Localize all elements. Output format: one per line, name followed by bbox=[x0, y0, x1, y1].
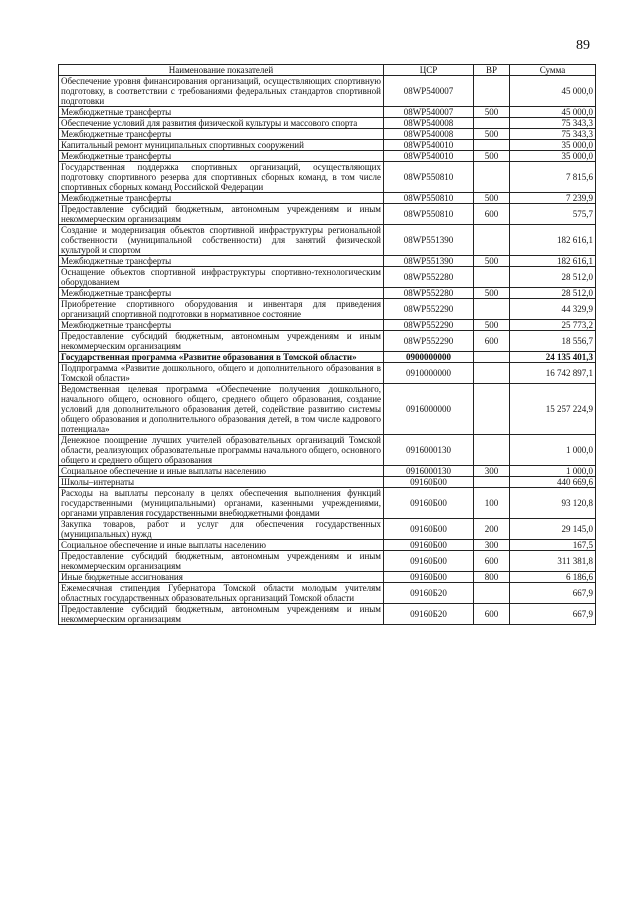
cell-vr: 600 bbox=[474, 331, 510, 352]
table-row bbox=[59, 551, 596, 572]
cell-name: Социальное обеспечение и иные выплаты населению bbox=[59, 466, 384, 477]
cell-vr: 300 bbox=[474, 466, 510, 477]
table-row bbox=[59, 140, 596, 151]
table-row bbox=[59, 519, 596, 540]
cell-sum: 28 512,0 bbox=[510, 288, 596, 299]
cell-vr bbox=[474, 225, 510, 256]
table-row bbox=[59, 118, 596, 129]
cell-sum: 93 120,8 bbox=[510, 488, 596, 519]
cell-name: Иные бюджетные ассигнования bbox=[59, 572, 384, 583]
table-row bbox=[59, 193, 596, 204]
cell-sum: 28 512,0 bbox=[510, 267, 596, 288]
cell-vr: 500 bbox=[474, 151, 510, 162]
table-row bbox=[59, 352, 596, 363]
cell-vr bbox=[474, 352, 510, 363]
cell-code: 08WP540008 bbox=[384, 129, 474, 140]
cell-vr bbox=[474, 363, 510, 384]
cell-sum: 44 329,9 bbox=[510, 299, 596, 320]
cell-name: Межбюджетные трансферты bbox=[59, 151, 384, 162]
cell-code: 09160Б00 bbox=[384, 540, 474, 551]
cell-name: Межбюджетные трансферты bbox=[59, 320, 384, 331]
cell-sum: 29 145,0 bbox=[510, 519, 596, 540]
cell-vr: 600 bbox=[474, 604, 510, 625]
header-code: ЦСР bbox=[384, 65, 474, 76]
cell-vr: 200 bbox=[474, 519, 510, 540]
cell-vr: 500 bbox=[474, 256, 510, 267]
cell-code: 08WP551390 bbox=[384, 256, 474, 267]
cell-name: Подпрограмма «Развитие дошкольного, общего и дополнительного образования в Томской области» bbox=[59, 363, 384, 384]
cell-code: 09160Б20 bbox=[384, 604, 474, 625]
cell-vr: 600 bbox=[474, 551, 510, 572]
table-row bbox=[59, 151, 596, 162]
cell-vr: 500 bbox=[474, 129, 510, 140]
cell-name: Обеспечение условий для развития физической культуры и массового спорта bbox=[59, 118, 384, 129]
table-row bbox=[59, 583, 596, 604]
cell-vr bbox=[474, 118, 510, 129]
cell-code: 08WP540010 bbox=[384, 151, 474, 162]
header-name: Наименование показателей bbox=[59, 65, 384, 76]
cell-sum: 15 257 224,9 bbox=[510, 384, 596, 435]
cell-sum: 667,9 bbox=[510, 583, 596, 604]
cell-name: Закупка товаров, работ и услуг для обеспечения государственных (муниципальных) нужд bbox=[59, 519, 384, 540]
cell-vr bbox=[474, 162, 510, 193]
cell-name: Капитальный ремонт муниципальных спортивных сооружений bbox=[59, 140, 384, 151]
cell-name: Предоставление субсидий бюджетным, автономным учреждениям и иным некоммерческим организациям bbox=[59, 551, 384, 572]
cell-code: 09160Б00 bbox=[384, 572, 474, 583]
cell-sum: 7 815,6 bbox=[510, 162, 596, 193]
cell-vr: 100 bbox=[474, 488, 510, 519]
cell-vr bbox=[474, 76, 510, 107]
cell-sum: 24 135 401,3 bbox=[510, 352, 596, 363]
table-row bbox=[59, 288, 596, 299]
cell-code: 09160Б00 bbox=[384, 551, 474, 572]
cell-sum: 45 000,0 bbox=[510, 76, 596, 107]
cell-sum: 75 343,3 bbox=[510, 118, 596, 129]
table-row bbox=[59, 129, 596, 140]
table-row bbox=[59, 384, 596, 435]
cell-code: 08WP540010 bbox=[384, 140, 474, 151]
cell-name: Межбюджетные трансферты bbox=[59, 129, 384, 140]
cell-vr bbox=[474, 299, 510, 320]
cell-sum: 440 669,6 bbox=[510, 477, 596, 488]
cell-vr: 600 bbox=[474, 204, 510, 225]
budget-table bbox=[58, 64, 596, 625]
cell-name: Предоставление субсидий бюджетным, автономным учреждениям и иным некоммерческим организациям bbox=[59, 604, 384, 625]
cell-code: 08WP552290 bbox=[384, 320, 474, 331]
cell-sum: 182 616,1 bbox=[510, 225, 596, 256]
table-row bbox=[59, 162, 596, 193]
cell-sum: 18 556,7 bbox=[510, 331, 596, 352]
cell-code: 08WP550810 bbox=[384, 162, 474, 193]
cell-name: Государственная поддержка спортивных организаций, осуществляющих подготовку спортивного резерва для спортивных сборных команд, в том числе спортивных сборных команд Российской Федерации bbox=[59, 162, 384, 193]
cell-name: Приобретение спортивного оборудования и инвентаря для приведения организаций спортивной подготовки в нормативное состояние bbox=[59, 299, 384, 320]
cell-sum: 1 000,0 bbox=[510, 466, 596, 477]
cell-name: Межбюджетные трансферты bbox=[59, 256, 384, 267]
cell-name: Предоставление субсидий бюджетным, автономным учреждениям и иным некоммерческим организациям bbox=[59, 204, 384, 225]
table-row bbox=[59, 256, 596, 267]
cell-code: 0900000000 bbox=[384, 352, 474, 363]
cell-code: 08WP550810 bbox=[384, 193, 474, 204]
cell-name: Обеспечение уровня финансирования организаций, осуществляющих спортивную подготовку, в соответствии с требованиями федеральных стандартов спортивной подготовки bbox=[59, 76, 384, 107]
cell-code: 08WP540008 bbox=[384, 118, 474, 129]
table-row bbox=[59, 107, 596, 118]
cell-vr bbox=[474, 583, 510, 604]
cell-vr: 800 bbox=[474, 572, 510, 583]
cell-vr bbox=[474, 435, 510, 466]
table-row bbox=[59, 267, 596, 288]
cell-vr bbox=[474, 267, 510, 288]
cell-vr: 500 bbox=[474, 288, 510, 299]
cell-code: 08WP552280 bbox=[384, 288, 474, 299]
cell-code: 09160Б00 bbox=[384, 519, 474, 540]
table-row bbox=[59, 488, 596, 519]
cell-name: Создание и модернизация объектов спортивной инфраструктуры региональной собственности (муниципальной собственности) для занятий физической культурой и спортом bbox=[59, 225, 384, 256]
table-row bbox=[59, 363, 596, 384]
cell-sum: 75 343,3 bbox=[510, 129, 596, 140]
table-row bbox=[59, 466, 596, 477]
cell-vr bbox=[474, 384, 510, 435]
cell-vr: 300 bbox=[474, 540, 510, 551]
cell-name: Оснащение объектов спортивной инфраструктуры спортивно-технологическим оборудованием bbox=[59, 267, 384, 288]
cell-sum: 6 186,6 bbox=[510, 572, 596, 583]
table-row bbox=[59, 477, 596, 488]
cell-code: 09160Б00 bbox=[384, 488, 474, 519]
cell-code: 0910000000 bbox=[384, 363, 474, 384]
page-number: 89 bbox=[576, 38, 590, 53]
cell-sum: 575,7 bbox=[510, 204, 596, 225]
cell-name: Ежемесячная стипендия Губернатора Томской области молодым учителям областных государственных образовательных организаций Томской области bbox=[59, 583, 384, 604]
cell-name: Расходы на выплаты персоналу в целях обеспечения выполнения функций государственными (муниципальными) органами, казенными учреждениями, органами управления государственными внебюджетными фондами bbox=[59, 488, 384, 519]
cell-sum: 35 000,0 bbox=[510, 140, 596, 151]
cell-sum: 1 000,0 bbox=[510, 435, 596, 466]
table-row bbox=[59, 299, 596, 320]
cell-sum: 7 239,9 bbox=[510, 193, 596, 204]
cell-name: Денежное поощрение лучших учителей образовательных организаций Томской области, реализующих образовательные программы начального общего, основного общего и среднего общего образования bbox=[59, 435, 384, 466]
cell-sum: 667,9 bbox=[510, 604, 596, 625]
table-header-row bbox=[59, 65, 596, 76]
cell-sum: 45 000,0 bbox=[510, 107, 596, 118]
cell-code: 09160Б20 bbox=[384, 583, 474, 604]
cell-name: Ведомственная целевая программа «Обеспечение получения дошкольного, начального общего, основного общего, среднего общего образования, создание условий для дополнительного образования детей, содействие развитию системы общего образования и дополнительного образования детей, в том числе кадрового потенциала» bbox=[59, 384, 384, 435]
table-row bbox=[59, 604, 596, 625]
cell-vr: 500 bbox=[474, 193, 510, 204]
header-vr: ВР bbox=[474, 65, 510, 76]
table-row bbox=[59, 225, 596, 256]
cell-name: Государственная программа «Развитие образования в Томской области» bbox=[59, 352, 384, 363]
table-row bbox=[59, 76, 596, 107]
cell-code: 09160Б00 bbox=[384, 477, 474, 488]
cell-code: 08WP551390 bbox=[384, 225, 474, 256]
cell-sum: 311 381,8 bbox=[510, 551, 596, 572]
cell-vr bbox=[474, 477, 510, 488]
table-row bbox=[59, 540, 596, 551]
cell-code: 08WP540007 bbox=[384, 107, 474, 118]
cell-code: 08WP550810 bbox=[384, 204, 474, 225]
cell-sum: 182 616,1 bbox=[510, 256, 596, 267]
table-row bbox=[59, 320, 596, 331]
cell-sum: 25 773,2 bbox=[510, 320, 596, 331]
cell-code: 08WP540007 bbox=[384, 76, 474, 107]
header-sum: Сумма bbox=[510, 65, 596, 76]
table-row bbox=[59, 435, 596, 466]
cell-code: 08WP552290 bbox=[384, 299, 474, 320]
cell-name: Межбюджетные трансферты bbox=[59, 107, 384, 118]
cell-name: Предоставление субсидий бюджетным, автономным учреждениям и иным некоммерческим организациям bbox=[59, 331, 384, 352]
cell-name: Межбюджетные трансферты bbox=[59, 288, 384, 299]
cell-name: Школы–интернаты bbox=[59, 477, 384, 488]
cell-vr bbox=[474, 140, 510, 151]
table-row bbox=[59, 331, 596, 352]
cell-name: Межбюджетные трансферты bbox=[59, 193, 384, 204]
cell-code: 08WP552280 bbox=[384, 267, 474, 288]
cell-sum: 35 000,0 bbox=[510, 151, 596, 162]
cell-code: 0916000130 bbox=[384, 435, 474, 466]
cell-name: Социальное обеспечение и иные выплаты населению bbox=[59, 540, 384, 551]
table-row bbox=[59, 204, 596, 225]
cell-sum: 167,5 bbox=[510, 540, 596, 551]
table-row bbox=[59, 572, 596, 583]
cell-code: 0916000000 bbox=[384, 384, 474, 435]
cell-code: 08WP552290 bbox=[384, 331, 474, 352]
cell-code: 0916000130 bbox=[384, 466, 474, 477]
cell-vr: 500 bbox=[474, 107, 510, 118]
cell-vr: 500 bbox=[474, 320, 510, 331]
cell-sum: 16 742 897,1 bbox=[510, 363, 596, 384]
